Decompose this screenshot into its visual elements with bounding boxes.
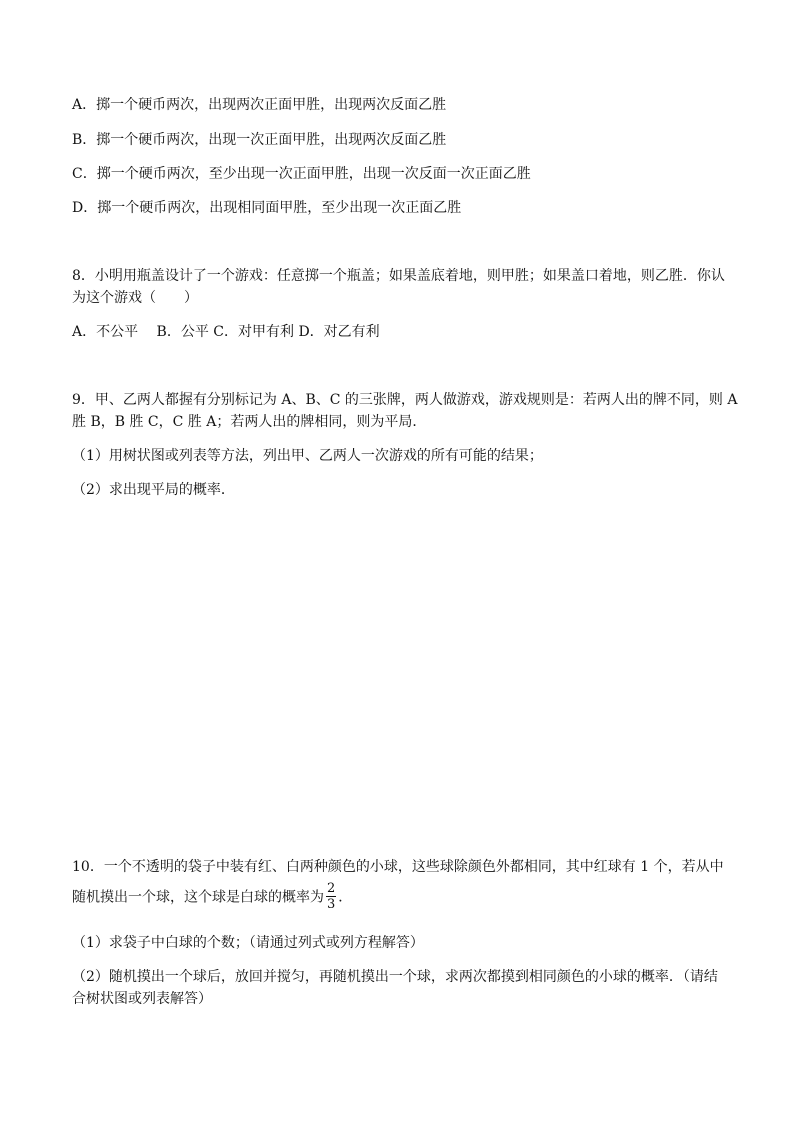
q10-stem-line-1: 10．一个不透明的袋子中装有红、白两种颜色的小球，这些球除颜色外都相同，其中红球有 1 个，若从中 [72, 859, 724, 875]
fraction-denominator: 3 [327, 897, 336, 912]
q8-stem-line-2: 为这个游戏（ ） [72, 290, 198, 306]
q10-stem-line-2 [72, 883, 352, 912]
q8-stem-line-1: 8．小明用瓶盖设计了一个游戏：任意掷一个瓶盖；如果盖底着地，则甲胜；如果盖口着地，则乙胜．你认 [72, 268, 725, 284]
q7-option-a: A．掷一个硬币两次，出现两次正面甲胜，出现两次反面乙胜 [72, 97, 447, 113]
q7-option-c: C．掷一个硬币两次，至少出现一次正面甲胜，出现一次反面一次正面乙胜 [72, 166, 531, 182]
fraction-numerator: 2 [327, 881, 336, 896]
q7-option-d: D．掷一个硬币两次，出现相同面甲胜，至少出现一次正面乙胜 [72, 200, 462, 216]
q10-part-2-line-1: （2）随机摸出一个球后，放回并搅匀，再随机摸出一个球，求两次都摸到相同颜色的小球的概率．（请结 [72, 969, 718, 985]
probability-fraction [326, 882, 336, 911]
q9-stem-line-1: 9．甲、乙两人都握有分别标记为 A、B、C 的三张牌，两人做游戏，游戏规则是：若两人出的牌不同，则 A [72, 392, 738, 408]
q9-stem-line-2: 胜 B，B 胜 C，C 胜 A；若两人出的牌相同，则为平局． [72, 414, 427, 430]
q8-options: A．不公平 B．公平 C．对甲有利 D．对乙有利 [72, 324, 380, 340]
q9-part-1: （1）用树状图或列表等方法，列出甲、乙两人一次游戏的所有可能的结果； [72, 448, 543, 464]
q9-part-2: （2）求出现平局的概率． [72, 482, 235, 498]
q10-stem-line-2-prefix: 随机摸出一个球，这个球是白球的概率为 [72, 889, 324, 906]
q7-option-b: B．掷一个硬币两次，出现一次正面甲胜，出现两次反面乙胜 [72, 132, 447, 148]
q10-part-1: （1）求袋子中白球的个数；（请通过列式或列方程解答） [72, 935, 424, 951]
q10-part-2-line-2: 合树状图或列表解答） [72, 991, 212, 1007]
q10-stem-line-2-suffix: ． [338, 889, 353, 906]
